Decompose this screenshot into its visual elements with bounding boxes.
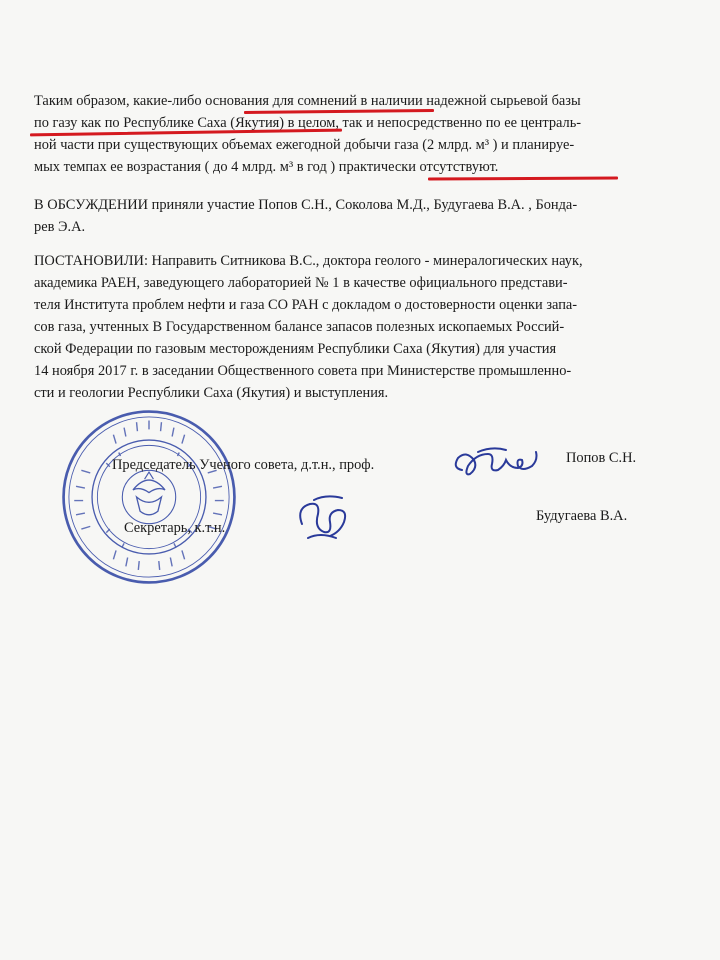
text-line: по газу как по Республике Саха (Якутия) в целом, так и непосредственно по ее централь- <box>34 115 582 131</box>
official-stamp <box>60 408 238 586</box>
text-line: ской Федерации по газовым месторождениям Республики Саха (Якутия) для участия <box>34 341 557 357</box>
chair-signature <box>448 440 548 490</box>
chair-label: Председатель Ученого совета, д.т.н., проф. <box>112 457 375 473</box>
secretary-name: Будугаева В.А. <box>536 508 628 524</box>
highlight-underline <box>428 177 618 181</box>
text-line: сти и геологии Республики Саха (Якутия) и выступления. <box>34 385 389 401</box>
text-line: ПОСТАНОВИЛИ: Направить Ситникова В.С., доктора геолого - минералогических наук, <box>34 253 583 269</box>
text-line: мых темпах ее возрастания ( до 4 млрд. м³ в год ) практически отсутствуют. <box>34 159 499 175</box>
text-line: рев Э.А. <box>34 219 86 235</box>
text-line: академика РАЕН, заведующего лабораторией № 1 в качестве официального представи- <box>34 275 568 291</box>
chair-name: Попов С.Н. <box>566 450 637 466</box>
text-line: сов газа, учтенных В Государственном балансе запасов полезных ископаемых Россий- <box>34 319 565 335</box>
text-line: В ОБСУЖДЕНИИ приняли участие Попов С.Н., Соколова М.Д., Будугаева В.А. , Бонда- <box>34 197 578 213</box>
secretary-signature <box>290 488 360 548</box>
text-line: теля Института проблем нефти и газа СО РАН с докладом о достоверности оценки запа- <box>34 297 578 313</box>
secretary-label: Секретарь, к.т.н. <box>124 520 226 536</box>
discussion-paragraph <box>34 194 686 238</box>
text-line: ной части при существующих объемах ежегодной добычи газа (2 млрд. м³ ) и планируе- <box>34 137 575 153</box>
text-line: 14 ноября 2017 г. в заседании Общественного совета при Министерстве промышленно- <box>34 363 572 379</box>
resolution-paragraph <box>34 250 686 404</box>
text-line: Таким образом, какие-либо основания для сомнений в наличии надежной сырьевой базы <box>34 93 581 109</box>
